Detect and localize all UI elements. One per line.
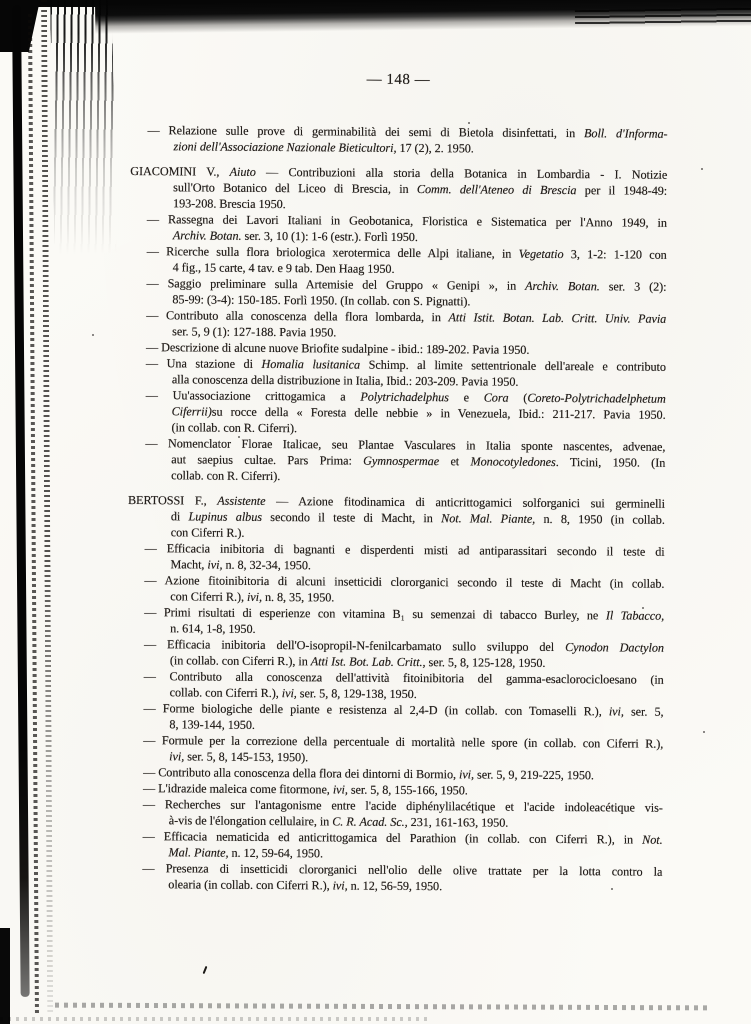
italic-run: Gymnospermae	[363, 453, 440, 469]
text-run: collab. con Ciferri R.),	[169, 685, 282, 701]
bib-entry	[126, 435, 665, 487]
italic-run: Not. Mal. Piante,	[441, 511, 536, 526]
bib-entry	[125, 604, 664, 640]
italic-run: Homalia lusitanica	[261, 356, 361, 372]
text-run: aut saepius cultae. Pars Prima:	[171, 452, 364, 468]
italic-run: Boll. d'Informa-	[584, 126, 668, 141]
text-run: e	[448, 390, 484, 405]
bib-entry	[128, 122, 667, 158]
italic-run: Coreto-Polytrichadelphetum	[527, 390, 666, 406]
bib-entry	[123, 828, 662, 864]
italic-run: ivi,	[169, 749, 185, 764]
text-run: — Formule per la correzione della percentuale di mortalità nelle spore (in collab. con Ciferri R.),	[143, 733, 664, 751]
text-run: — Contributo alla conoscenza dell'attività fitoinibitoria del gamma-esaclorocicloesano (in	[143, 669, 664, 687]
italic-run: ivi,	[608, 704, 624, 719]
text-run: BERTOSSI F.,	[127, 493, 218, 508]
text-run: (in collab. con Ciferri R.), in	[169, 653, 311, 669]
bib-entry	[127, 307, 666, 343]
text-run: n. 614, 1-8, 1950.	[170, 621, 256, 636]
text-run: (in collab. con R. Ciferri).	[171, 420, 298, 436]
italic-run: Cynodon Dactylon	[565, 640, 665, 655]
scan-artifact-bottom-bar	[0, 928, 10, 1024]
text-run: — Rassegna dei Lavori Italiani in Geobotanica, Floristica e Sistematica per l'Anno 1949, in	[146, 212, 667, 230]
text-run: secondo il teste di Macht, in	[261, 509, 442, 526]
text-run: Macht,	[170, 557, 208, 572]
text-run: — Una stazione di	[145, 356, 262, 371]
text-run: ser. 5, 8, 125-128, 1950.	[425, 655, 546, 670]
text-run: — Azione fitodinamica di anticrittogamici solforganici sui germinelli	[265, 493, 666, 511]
text-run: 3, 1-2: 1-120 con	[563, 247, 667, 262]
text-run: 231, 161-163, 1950.	[407, 814, 509, 830]
text-run: ser. 5,	[623, 704, 664, 719]
bibliography	[123, 122, 667, 896]
text-run: collab. con R. Ciferri).	[171, 468, 281, 484]
italic-run: Mal. Piante,	[168, 845, 229, 860]
scan-speck	[701, 168, 703, 170]
bib-entry	[128, 211, 667, 247]
italic-run: ivi,	[458, 767, 475, 782]
text-run: — Azione fitoinibitoria di alcuni insetticidi clororganici secondo il teste di Macht (in collab.	[144, 573, 665, 591]
text-run: ser. 5, 9, 219-225, 1950.	[473, 767, 594, 783]
italic-run: Monocotyledones	[470, 454, 556, 469]
bib-entry	[127, 355, 666, 391]
text-run: — Forme biologiche delle piante e resistenza al 2,4-D (in collab. con Tomaselli R.),	[143, 701, 609, 719]
text-run: sull'Orto Botanico del Liceo di Brescia, in	[173, 180, 417, 197]
text-run: à-vis de l'élongation cellulaire, in	[168, 813, 333, 829]
text-run: 17 (2), 2. 1950.	[396, 140, 474, 156]
text-run: et	[439, 454, 471, 469]
bib-entry	[125, 572, 664, 608]
text-run: — L'idrazide maleica come fitormone,	[142, 781, 333, 797]
text-run: Schimp. al limite settentrionale dell'areale e contributo	[360, 357, 667, 374]
bib-entry	[126, 492, 665, 544]
text-run: di	[170, 509, 189, 524]
text-run: n. 12, 59-64, 1950.	[228, 845, 324, 861]
text-run: — Descrizione di alcune nuove Briofite sudalpine - ibid.: 189-202. Pavia 1950.	[146, 340, 530, 357]
italic-run: Atti Ist. Bot. Lab. Critt.,	[310, 654, 426, 670]
bib-entry	[124, 732, 663, 768]
text-run: 4 fig., 15 carte, 4 tav. e 9 tab. Den Haag 1950.	[172, 260, 395, 276]
bib-entry	[125, 540, 664, 576]
italic-run: Archiv. Botan.	[525, 278, 600, 294]
bib-entry	[128, 163, 667, 215]
text-run: . Ticini, 1950. (In	[555, 454, 666, 470]
text-run: — Presenza di insetticidi clororganici nell'olio delle olive trattate per la lotta contro la	[142, 861, 663, 879]
text-run: 85-99: (3-4): 150-185. Forlì 1950. (In collab. con S. Pignatti).	[172, 292, 471, 309]
scan-artifact-spine-dots	[41, 0, 53, 1012]
italic-run: Cora	[483, 390, 509, 405]
italic-run: Lupinus albus	[188, 509, 263, 524]
text-run: — Saggio preliminare sulla Artemisie del Gruppo « Genipi », in	[146, 276, 526, 293]
text-run: 8, 139-144, 1950.	[169, 717, 255, 732]
scan-speck	[92, 334, 94, 336]
italic-run: Atti Istit. Botan. Lab. Critt. Univ. Pavia	[448, 310, 667, 326]
text-run: — Recherches sur l'antagonisme entre l'acide diphénylilacétique et l'acide indoleacétique vis-	[142, 797, 663, 815]
scan-artifact-top-band	[95, 0, 751, 34]
scan-artifact-spine-bar	[12, 5, 30, 997]
page-content	[123, 70, 668, 896]
scan-artifact-corner-blob	[0, 0, 40, 52]
italic-run: Polytrichadelphus	[360, 389, 449, 405]
italic-run: ivi,	[281, 686, 297, 701]
bib-entry	[124, 796, 663, 832]
text-run: n. 8, 32-34, 1950.	[222, 557, 311, 573]
text-run: — Efficacia inibitoria di bagnanti e disperdenti misti ad antiparassitari secondo il teste di	[144, 541, 665, 559]
text-run: ser. 3, 10 (1): 1-6 (estr.). Forlì 1950.	[241, 228, 418, 245]
text-run: — Primi risultati di esperienze con vitamina B₁ su semenzai di tabacco Burley, ne	[144, 605, 606, 623]
text-run: ser. 5, 8, 145-153, 1950).	[184, 749, 309, 765]
italic-run: Il Tabacco,	[605, 608, 665, 623]
italic-run: zioni dell'Associazione Nazionale Bieticultori,	[173, 139, 397, 155]
text-run: olearia (in collab. con Ciferri R.),	[168, 877, 333, 893]
bib-entry	[123, 860, 662, 896]
bib-entry	[125, 668, 664, 704]
text-run: con Ciferri R.).	[170, 525, 245, 540]
text-run: n. 8, 1950 (in collab.	[535, 511, 665, 527]
scan-artifact-spine-dots	[28, 14, 39, 1014]
text-run: con Ciferri R.),	[170, 589, 248, 604]
italic-run: C. R. Acad. Sc.,	[332, 814, 408, 829]
text-run: ser. 3 (2):	[599, 279, 667, 294]
text-run: su rocce della « Foresta delle nebbie » in Venezuela, Ibid.: 211-217. Pavia 1950.	[211, 404, 666, 422]
text-run: — Relazione sulle prove di germinabilità dei semi di Bietola disinfettati, in	[147, 123, 585, 141]
text-run: 193-208. Brescia 1950.	[173, 196, 286, 212]
text-run: — Efficacia nematicida ed anticrittogamica del Parathion (in collab. con Ciferri R.), in	[142, 829, 643, 847]
text-run: — Efficacia inibitoria dell'O-isopropil-N-fenilcarbamato sullo sviluppo del	[143, 637, 566, 655]
bib-entry	[124, 700, 663, 736]
bib-entry	[125, 636, 664, 672]
text-run: — Contributo alla conoscenza della flora dei dintorni di Bormio,	[143, 765, 460, 782]
italic-run: Comm. dell'Ateneo di Brescia	[416, 182, 577, 198]
scan-speck	[703, 731, 705, 733]
text-run: per il 1948-49:	[576, 183, 668, 198]
text-run: alla conoscenza della distribuzione in Italia, Ibid.: 203-209. Pavia 1950.	[171, 372, 519, 389]
scan-artifact-edge-stripes	[50, 0, 117, 260]
text-run: ser. 5, 9 (1): 127-188. Pavia 1950.	[172, 324, 337, 340]
text-run: — Ricerche sulla flora briologica xerotermica delle Alpi italiane, in	[146, 244, 519, 261]
bib-entry	[127, 275, 666, 311]
text-run: ser. 5, 8, 129-138, 1950.	[296, 686, 417, 702]
text-run: n. 12, 56-59, 1950.	[347, 878, 443, 894]
text-run: — Nomenclator Florae Italicae, seu Plantae Vasculares in Italia sponte nascentes, advenae,	[145, 436, 666, 454]
scan-artifact-top-strip	[0, 0, 751, 7]
text-run: (	[508, 390, 528, 405]
bib-entry	[128, 243, 667, 279]
italic-run: ivi,	[332, 782, 348, 797]
text-run: n. 8, 35, 1950.	[261, 589, 335, 605]
italic-run: ivi,	[332, 878, 348, 893]
text-run: — Contribuzioni alla storia della Botanica in Lombardia - I. Notizie	[255, 164, 668, 182]
page-number: — 148 —	[366, 71, 431, 89]
italic-run: Assistente	[217, 493, 266, 508]
italic-run: Ciferrii)	[171, 404, 212, 419]
italic-run: Aiuto	[229, 164, 256, 179]
italic-run: ivi,	[246, 589, 263, 604]
text-run: — Uu'associazione crittogamica a	[145, 388, 361, 404]
scan-artifact-top-streaks	[575, 8, 751, 27]
italic-run: Vegetatio	[518, 246, 564, 262]
scan-artifact-bottom-line	[55, 1003, 710, 1011]
text-run: GIACOMINI V.,	[130, 164, 230, 179]
italic-run: ivi,	[207, 557, 223, 572]
italic-run: Not.	[642, 832, 663, 847]
scan-artifact-bottom-line	[0, 1017, 430, 1021]
text-run: ser. 5, 8, 155-166, 1950.	[347, 782, 468, 798]
italic-run: Archiv. Botan.	[172, 228, 242, 243]
text-run: — Contributo alla conoscenza della flora lombarda, in	[146, 308, 449, 325]
bib-entry	[126, 387, 665, 439]
scan-tick-mark	[203, 966, 208, 974]
